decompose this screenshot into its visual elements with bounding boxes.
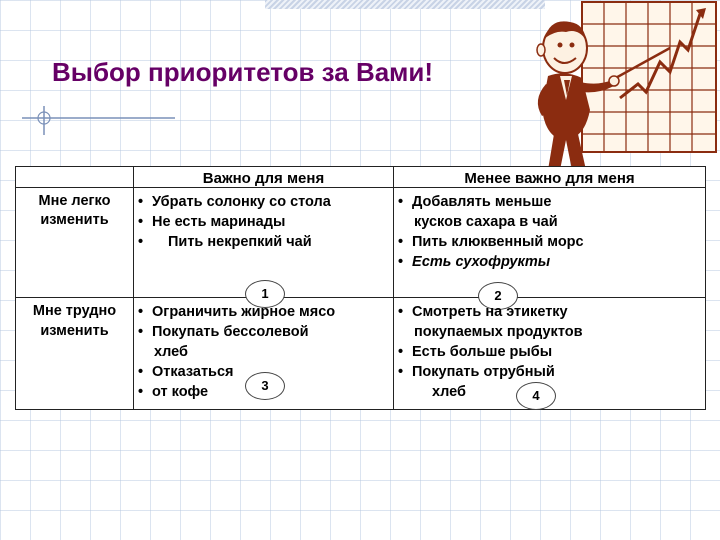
quadrant-badge-1: 1 [245,280,285,308]
page-title: Выбор приоритетов за Вами! [52,57,434,87]
row-label-easy: Мне легко изменить [16,188,134,298]
row-label-hard: Мне трудно изменить [16,298,134,410]
list-item: • Пить клюквенный морс [398,234,584,250]
list-item-continuation: покупаемых продуктов [414,324,583,340]
list-item: • от кофе [138,384,209,400]
businessman-chart-illustration [520,0,720,185]
quadrant-badge-3: 3 [245,372,285,400]
table-header-empty [16,167,134,188]
list-item: • Ограничить жирное мясо [138,304,336,320]
list-item-continuation: хлеб [154,344,188,360]
list-item: • Убрать солонку со стола [138,194,331,210]
list-item: • Пить некрепкий чай [138,234,312,250]
table-header-less-important: Менее важно для меня [394,167,706,188]
list-item: • Покупать отрубный [398,364,555,380]
list-item: • Добавлять меньше [398,194,552,210]
chart-board-icon [582,2,716,152]
table-header-row [16,167,706,188]
list-item: • Отказаться [138,364,234,380]
list-item-continuation: хлеб [432,384,466,400]
list-item: • Не есть маринады [138,214,286,230]
list-item: • Есть больше рыбы [398,344,553,360]
cell-hard-less-important [394,298,706,410]
cell-easy-important [134,188,394,301]
priorities-table [15,166,706,410]
top-decorative-stripe [265,0,545,9]
list-item: • Покупать бессолевой [138,324,309,340]
quadrant-badge-2: 2 [478,282,518,310]
quadrant-badge-4: 4 [516,382,556,410]
cell-easy-less-important [394,188,706,303]
table-row [16,188,706,298]
list-item-continuation: кусков сахара в чай [414,214,558,230]
cell-hard-important [134,298,394,410]
table-header-important: Важно для меня [134,167,394,188]
table-row [16,298,706,410]
list-item: • Есть сухофрукты [398,254,551,270]
list-item: • Смотреть на этикетку [398,304,568,320]
